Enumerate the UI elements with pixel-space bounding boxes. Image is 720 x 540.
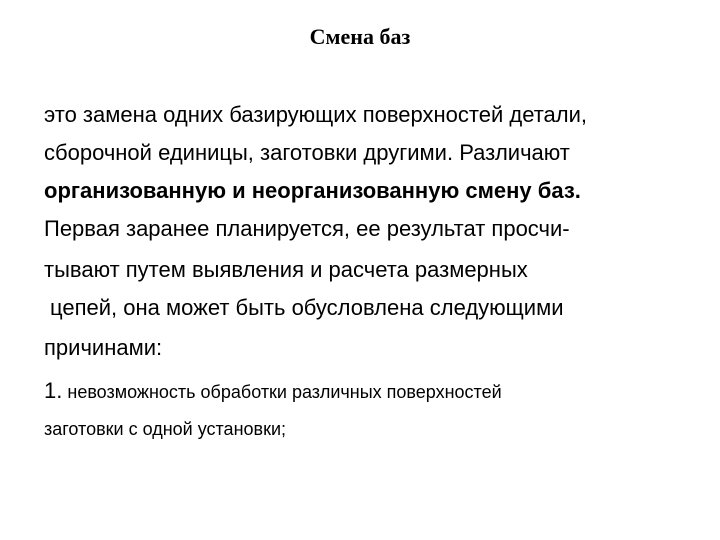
list-item-1 [44,379,502,404]
body-line-5: тывают путем выявления и расчета размерных [44,257,528,282]
body-line-2: сборочной единицы, заготовки другими. Различают [44,140,570,165]
list-item-1-number: 1. [44,378,63,403]
list-item-1-text: невозможность обработки различных поверхностей [67,382,502,402]
body-line-7: причинами: [44,335,163,360]
list-item-1-continuation: заготовки с одной установки; [44,419,287,439]
body-line-1: это замена одних базирующих поверхностей детали, [44,102,587,127]
body-line-4: Первая заранее планируется, ее результат просчи- [44,216,570,241]
body-line-3-emphasis: организованную и неорганизованную смену баз. [44,178,581,203]
slide-title: Смена баз [309,24,411,49]
body-line-6: цепей, она может быть обусловлена следующими [50,295,564,320]
